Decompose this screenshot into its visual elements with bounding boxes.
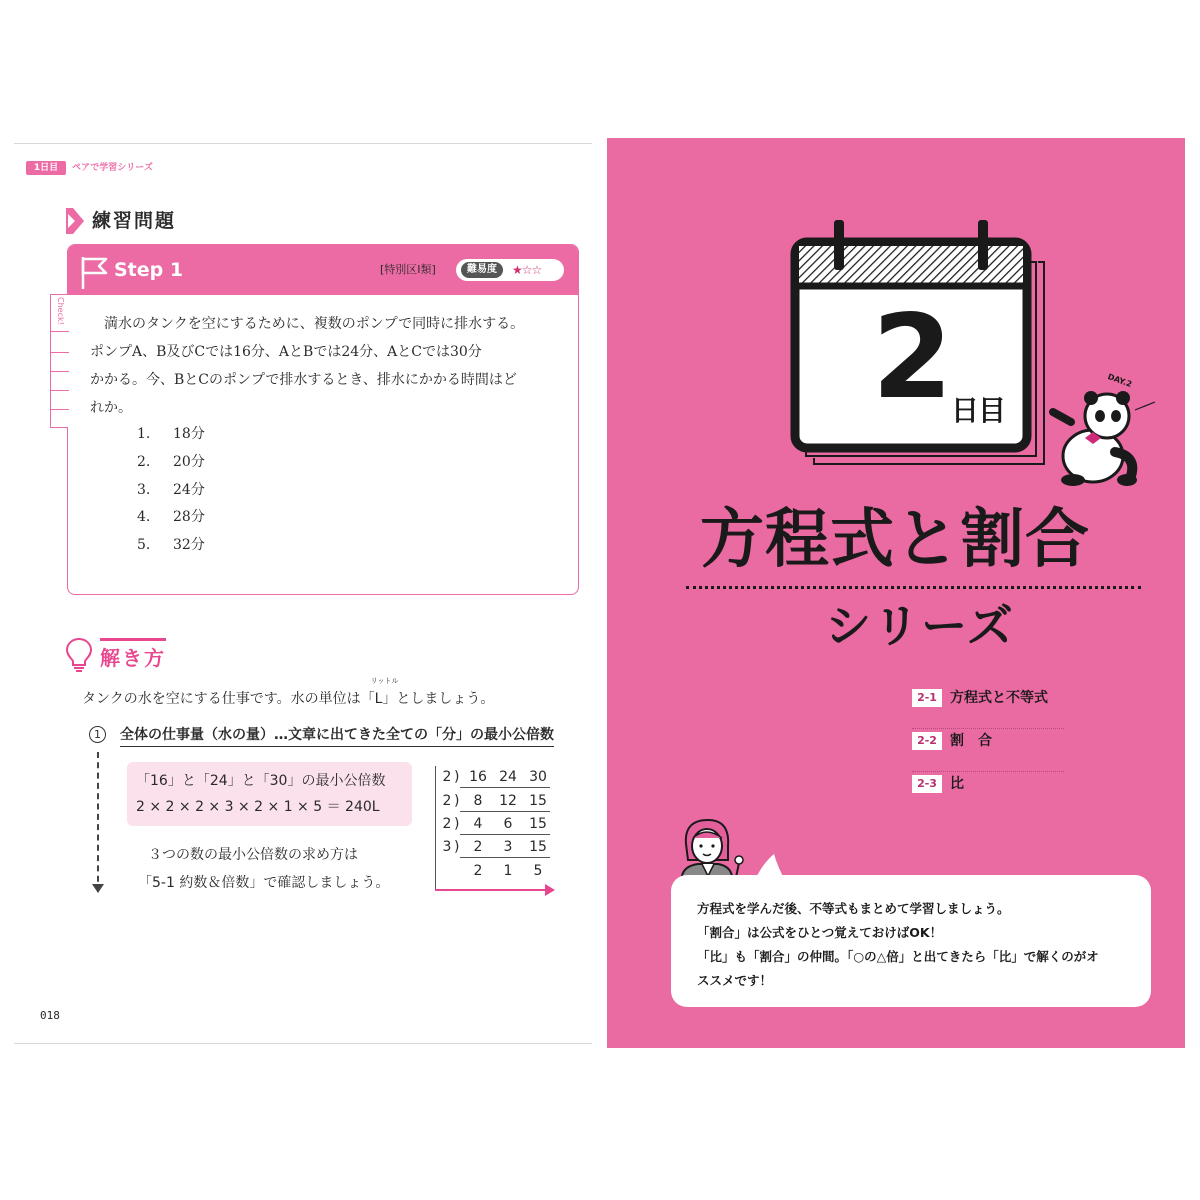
bubble-line: 「比」も「割合」の仲間。「○の△倍」と出てきたら「比」で解くのがオ [697, 949, 1099, 964]
toc-number: 2-2 [912, 732, 942, 750]
ladder-value: 15 [529, 816, 547, 832]
day-tag: DAY.2 [1106, 372, 1134, 390]
lcm-question: 「16」と「24」と「30」の最小公倍数 [136, 773, 386, 789]
toc-label: 方程式と不等式 [950, 690, 1048, 706]
ladder-value: 15 [529, 793, 547, 809]
bubble-line: 方程式を学んだ後、不等式もまとめて学習しましょう。 [697, 901, 1010, 916]
choice-number: 4. [137, 509, 151, 526]
step-number: 1 [89, 726, 106, 743]
answer-choices [137, 421, 205, 560]
choice-text: 28分 [173, 509, 205, 526]
day-number: 2 [872, 290, 949, 425]
panda-mascot-icon [1045, 372, 1165, 490]
ladder-divisor: 2 [442, 793, 452, 809]
lcm-calculation: 2 × 2 × 2 × 3 × 2 × 1 × 5 ＝ 240L [136, 799, 380, 815]
ladder-value: 1 [503, 863, 513, 879]
ladder-value: 16 [469, 769, 487, 785]
ladder-bracket: ) [454, 793, 460, 809]
ladder-bracket: ) [454, 839, 460, 855]
unit-text: L [374, 691, 383, 707]
step-heading: 全体の仕事量（水の量）…文章に出てきた全ての「分」の最小公倍数 [120, 724, 554, 747]
table-of-contents [912, 686, 1064, 815]
ladder-bracket: ) [454, 816, 460, 832]
ladder-value: 2 [473, 839, 483, 855]
chapter-subtitle: シリーズ [825, 599, 1015, 653]
choice-text: 20分 [173, 453, 205, 470]
ladder-value: 6 [503, 816, 513, 832]
ladder-rule [460, 787, 550, 788]
ladder-value: 12 [499, 793, 517, 809]
choice-number: 2. [137, 453, 151, 470]
ladder-rule [460, 834, 550, 835]
ladder-divisor: 2 [442, 769, 452, 785]
bottom-rule [14, 1043, 592, 1044]
ladder-division [440, 766, 560, 890]
flow-arrow-head [92, 884, 104, 893]
reference-note: ３つの数の最小公倍数の求め方は [148, 847, 358, 863]
ladder-row [440, 813, 560, 835]
ladder-value: 8 [473, 793, 483, 809]
difficulty-pill [456, 259, 564, 281]
ladder-rule [460, 811, 550, 812]
choice-number: 1. [137, 426, 151, 442]
toc-number: 2-1 [912, 689, 942, 707]
ladder-value: 3 [503, 839, 513, 855]
flag-icon [80, 255, 110, 289]
ladder-value: 24 [499, 769, 517, 785]
ladder-divisor: 2 [442, 816, 452, 832]
ladder-row [440, 836, 560, 858]
problem-line: かかる。今、BとCのポンプで排水するとき、排水にかかる時間はど [90, 372, 517, 388]
flow-arrow [97, 752, 99, 892]
ladder-axis [435, 766, 436, 890]
ladder-value: 5 [533, 863, 543, 879]
ladder-result-arrow [435, 889, 545, 891]
toc-label: 比 [950, 776, 964, 792]
toc-item[interactable] [912, 772, 1064, 815]
unit-with-ruby [370, 677, 399, 710]
ladder-value: 30 [529, 769, 547, 785]
problem-text [90, 310, 560, 422]
title-divider [686, 586, 1141, 589]
speech-bubble-tail [752, 852, 788, 882]
ladder-value: 2 [473, 863, 483, 879]
check-divider [51, 390, 69, 391]
choice-text: 24分 [173, 481, 205, 498]
choice-item [137, 449, 205, 477]
check-divider [51, 352, 69, 353]
ladder-row [440, 766, 560, 788]
choice-text: 18分 [173, 426, 205, 442]
problem-line: ポンプA、B及びCでは16分、AとBでは24分、AとCでは30分 [90, 344, 482, 360]
ladder-row [440, 860, 560, 882]
ladder-divisor: 3 [442, 839, 452, 855]
choice-item [137, 421, 205, 449]
day-badge: 1日目 [26, 161, 66, 175]
choice-item [137, 532, 205, 560]
problem-header [68, 245, 578, 295]
section-title: 練習問題 [92, 210, 177, 232]
ladder-value: 4 [473, 816, 483, 832]
reference-note: 「5-1 約数＆倍数」で確認しましょう。 [138, 875, 390, 891]
speech-bubble-text [697, 897, 1137, 993]
series-label: ペアで学習シリーズ [72, 163, 153, 173]
choice-number: 3. [137, 481, 151, 498]
toc-item[interactable] [912, 729, 1064, 772]
lightbulb-icon [64, 636, 94, 674]
difficulty-stars: ★☆☆ [512, 263, 542, 277]
check-divider [51, 409, 69, 410]
ladder-rule [460, 857, 550, 858]
check-column [50, 294, 68, 428]
check-divider [51, 331, 69, 332]
toc-item[interactable] [912, 686, 1064, 729]
choice-item [137, 477, 205, 505]
problem-line: 満水のタンクを空にするために、複数のポンプで同時に排水する。 [104, 316, 525, 332]
problem-line: れか。 [90, 400, 132, 416]
step-label: Step 1 [114, 259, 184, 281]
solution-title: 解き方 [100, 638, 166, 675]
difficulty-label: 難易度 [461, 262, 503, 278]
unit-ruby: リットル [370, 677, 399, 685]
bubble-line: ススメです！ [697, 973, 773, 988]
ladder-row [440, 790, 560, 812]
solution-intro [82, 677, 495, 710]
check-divider [51, 371, 69, 372]
ladder-value: 15 [529, 839, 547, 855]
toc-label: 割 合 [950, 733, 992, 749]
day-suffix: 日目 [951, 394, 1006, 427]
lcm-box [127, 762, 412, 826]
chapter-title: 方程式と割合 [700, 503, 1090, 577]
speech-bubble [671, 875, 1151, 1007]
choice-number: 5. [137, 537, 151, 554]
arrow-right-icon [545, 884, 555, 896]
intro-text: 」としましょう。 [382, 691, 495, 707]
toc-number: 2-3 [912, 775, 942, 793]
page-number: 018 [40, 1009, 60, 1022]
exam-category: [特別区Ⅰ類] [380, 263, 436, 276]
top-rule [14, 143, 592, 144]
bubble-line: 「割合」は公式をひとつ覚えておけばOK！ [697, 925, 943, 940]
section-arrow-icon [66, 208, 84, 234]
choice-item [137, 504, 205, 532]
ladder-bracket: ) [454, 769, 460, 785]
choice-text: 32分 [173, 537, 205, 554]
check-label: Check! [56, 297, 65, 325]
intro-text: タンクの水を空にする仕事です。水の単位は「 [82, 691, 375, 707]
